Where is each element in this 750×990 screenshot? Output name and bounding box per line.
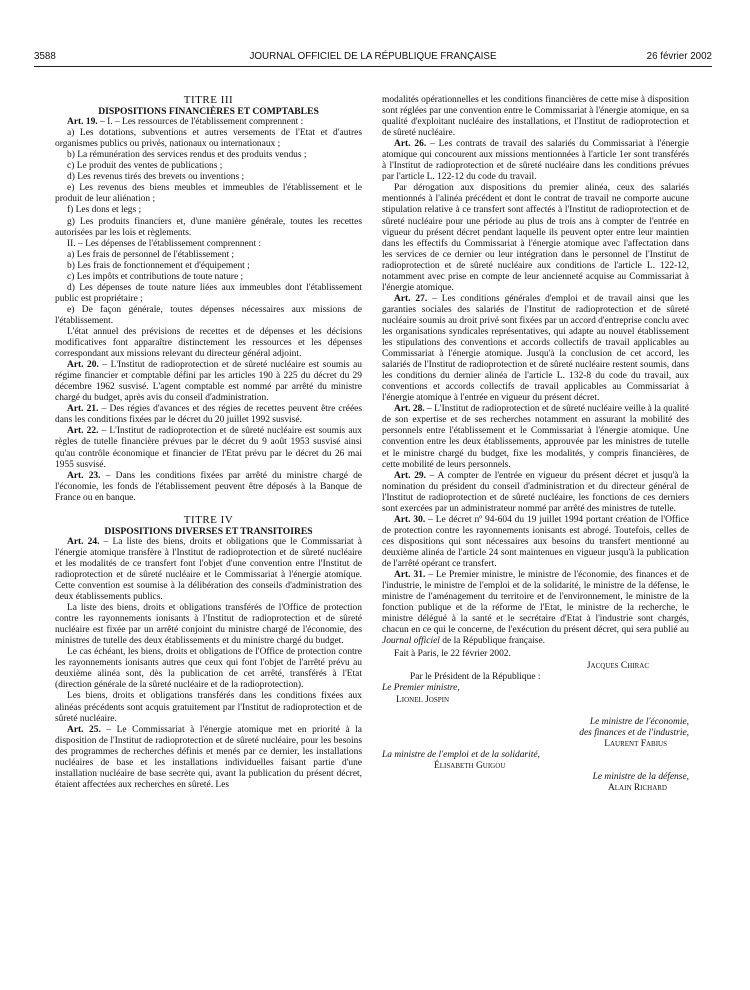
article-23: Art. 23. – Dans les conditions fixées par arrêté du ministre chargé de l'économie, les fonds de l'établissement peuvent être déposés à la Banque de France ou en banque.: [55, 470, 362, 503]
article-19-item-a: a) Les dotations, subventions et autres versements de l'Etat et d'autres organismes publics ou privés, nationaux ou internationaux ;: [55, 128, 362, 150]
article-25: Art. 25. – Le Commissariat à l'énergie atomique met en priorité à la disposition de l'Institut de radioprotection et de sûreté nucléaire, pour les besoins des programmes de recherches définis et menés par ce dernier, les installations nucléaires de base et les installations individuelles faisant partie d'une installation nucléaire de base secrète qui, avant la publication du présent décret, étaient affectées aux recherches en sûreté. Les: [55, 724, 362, 790]
publication-date: 26 février 2002: [646, 51, 712, 62]
page-number: 3588: [34, 51, 56, 62]
titre-3-heading: TITRE III: [183, 94, 234, 106]
article-31-label: Art. 31.: [394, 570, 426, 581]
journal-officiel-reference: Journal officiel: [382, 636, 440, 647]
ministre-economie-title-1: Le ministre de l'économie,: [589, 716, 689, 727]
article-19-etat: L'état annuel des prévisions de recettes et de dépenses et les décisions modificatives font apparaître distinctement les ressources et les dépenses correspondant aux missions relevant du directeur général adjoint.: [55, 326, 362, 360]
article-21: Art. 21. – Des régies d'avances et des régies de recettes peuvent être créées dans les conditions fixées par le décret du 20 juillet 1992 susvisé.: [55, 404, 362, 426]
signature-fabius: Laurent Fabius: [604, 738, 667, 749]
signature-guigou: Élisabeth Guigou: [434, 760, 506, 771]
article-19-item-b: b) La rémunération des services rendus et des produits vendus ;: [67, 150, 307, 161]
article-19-item-c: c) Le produit des ventes de publications ;: [67, 161, 223, 172]
header-rule: [34, 66, 712, 67]
article-30-label: Art. 30.: [394, 514, 426, 525]
ministre-emploi-title: La ministre de l'emploi et de la solidarité,: [382, 749, 540, 760]
article-19-ii-item-d: d) Les dépenses de toute nature liées aux immeubles dont l'établissement public est propriétaire ;: [55, 282, 362, 304]
article-25-label: Art. 25.: [67, 724, 101, 735]
article-19-ii-item-c: c) Les impôts et contributions de toute nature ;: [67, 271, 244, 282]
article-31: Art. 31. – Le Premier ministre, le ministre de l'économie, des finances et de l'industrie, le ministre de l'emploi et de la solidarité, le ministre de la défense, le ministre de l'aménagement du territoire et de l'environnement, le ministre de la fonction publique et de la réforme de l'Etat, le ministre de la recherche, le ministre délégué à la santé et le secrétaire d'Etat à l'industrie sont chargés, chacun en ce qui le concerne, de l'exécution du présent décret, qui sera publié au Journal officiel de la République française.: [382, 570, 689, 647]
article-24-label: Art. 24.: [67, 536, 100, 547]
titre-3-subheading: DISPOSITIONS FINANCIÈRES ET COMPTABLES: [98, 106, 319, 118]
fait-a-paris: Fait à Paris, le 22 février 2002.: [394, 649, 511, 660]
left-column: [55, 95, 362, 791]
signature-jospin: Lionel Jospin: [396, 694, 450, 705]
article-28: Art. 28. – L'Institut de radioprotection et de sûreté nucléaire veille à la qualité de son expertise et de ses recherches notamment en assurant la mobilité des personnels entre l'établissement et le Commissariat à l'énergie atomique. Une convention entre les deux établissements, approuvée par les ministres de tutelle et le ministre chargé du budget, fixe les modalités, y compris financières, de cette mobilité de leurs personnels.: [382, 404, 689, 470]
article-24-paragraph-2: La liste des biens, droits et obligations transférés de l'Office de protection contre les rayonnements ionisants à l'Institut de radioprotection et de sûreté nucléaire est fixée par un arrêté conjoint du ministre chargé de l'économie, des ministres de tutelle des deux établissements et du ministre chargé du budget.: [55, 603, 362, 647]
article-19-label: Art. 19.: [67, 117, 98, 128]
article-19-ii-item-b: b) Les frais de fonctionnement et d'équipement ;: [67, 260, 250, 271]
article-29: Art. 29. – A compter de l'entrée en vigueur du présent décret et jusqu'à la nomination du président du conseil d'administration et du directeur général de l'Institut de radioprotection et de sûreté nucléaire, les fonctions de ces derniers sont exercées par un administrateur nommé par arrêté des ministres de tutelle.: [382, 470, 689, 514]
article-19-ii-item-e: e) De façon générale, toutes dépenses nécessaires aux missions de l'établissement.: [55, 304, 362, 326]
article-22-label: Art. 22.: [67, 426, 99, 437]
article-19-ii-item-a: a) Les frais de personnel de l'établissement ;: [67, 249, 235, 260]
journal-title: JOURNAL OFFICIEL DE LA RÉPUBLIQUE FRANÇAISE: [249, 51, 497, 62]
article-28-label: Art. 28.: [394, 404, 425, 415]
premier-ministre-title: Le Premier ministre,: [382, 683, 460, 694]
article-29-label: Art. 29.: [394, 470, 426, 481]
article-25-continued: modalités opérationnelles et les conditions financières de cette mise à disposition sont réglées par une convention entre le Commissariat à l'énergie atomique, en sa qualité d'exploitant nucléaire des installations, et l'Institut de radioprotection et de sûreté nucléaire.: [382, 95, 689, 139]
article-26: Art. 26. – Les contrats de travail des salariés du Commissariat à l'énergie atomique qui concourent aux missions mentionnées à l'article 1er sont transférés à l'Institut de radioprotection et de sûreté nucléaire dans les conditions prévues par l'article L. 122-12 du code du travail.: [382, 139, 689, 183]
article-20: Art. 20. – L'Institut de radioprotection et de sûreté nucléaire est soumis au régime financier et comptable défini par les articles 190 à 225 du décret du 29 décembre 1962 susvisé. L'agent comptable est nommé par arrêté du ministre chargé du budget, après avis du conseil d'administration.: [55, 360, 362, 404]
article-19-section-ii: II. – Les dépenses de l'établissement comprennent :: [67, 238, 262, 249]
article-19-item-d: d) Les revenus tirés des brevets ou inventions ;: [67, 172, 245, 183]
article-26-label: Art. 26.: [394, 139, 427, 150]
signature-richard: Alain Richard: [607, 782, 667, 793]
article-19-item-e: e) Les revenus des biens meubles et immeubles de l'établissement et le produit de leur aliénation ;: [55, 183, 362, 205]
article-27-label: Art. 27.: [394, 293, 428, 304]
article-27: Art. 27. – Les conditions générales d'emploi et de travail ainsi que les garanties sociales des salariés de l'Institut de radioprotection et de sûreté nucléaire soumis au droit privé sont fixées par un accord d'entreprise conclu avec les organisations syndicales représentatives, qui adapte au nouvel établissement les stipulations des conventions et accords collectifs de travail applicables au Commissariat à l'énergie atomique. Jusqu'à la conclusion de cet accord, les salariés de l'Institut de radioprotection et de sûreté nucléaire restent soumis, dans les conditions du dernier alinéa de l'article L. 132-8 du code du travail, aux conventions et accords collectifs de travail applicables au Commissariat à l'énergie atomique à l'entrée en vigueur du présent décret.: [382, 293, 690, 404]
ministre-defense-title: Le ministre de la défense,: [592, 771, 689, 782]
titre-4-heading: TITRE IV: [183, 513, 234, 526]
article-24: Art. 24. – La liste des biens, droits et obligations que le Commissariat à l'énergie atomique transfère à l'Institut de radioprotection et de sûreté nucléaire et les modalités de ce transfert font l'objet d'une convention entre l'Institut de radioprotection et de sûreté nucléaire et le Commissariat à l'énergie atomique. Cette convention est soumise à la délibération des conseils d'administration des deux établissements publics.: [55, 536, 362, 603]
article-19-item-f: f) Les dons et legs ;: [67, 205, 142, 216]
page-header: [34, 49, 712, 67]
article-19-item-g: g) Les produits financiers et, d'une manière générale, toutes les recettes autorisées par les lois et règlements.: [55, 216, 362, 238]
article-24-paragraph-3: Le cas échéant, les biens, droits et obligations de l'Office de protection contre les rayonnements ionisants autres que ceux qui font l'objet de l'arrêté prévu au deuxième alinéa sont, dès la publication de cet arrêté, transférés à l'Etat (direction générale de la sûreté nucléaire et de la radioprotection).: [55, 647, 362, 691]
article-23-label: Art. 23.: [67, 470, 101, 481]
par-le-president: Par le Président de la République :: [410, 672, 541, 683]
article-24-paragraph-4: Les biens, droits et obligations transférés dans les conditions fixées aux alinéas précédents sont acquis gratuitement par l'Institut de radioprotection et de sûreté nucléaire.: [55, 691, 362, 724]
right-column: [382, 95, 689, 794]
ministre-economie-title-2: des finances et de l'industrie,: [579, 727, 689, 738]
titre-4-subheading: DISPOSITIONS DIVERSES ET TRANSITOIRES: [104, 525, 313, 537]
article-22: Art. 22. – L'Institut de radioprotection et de sûreté nucléaire est soumis aux règles de tutelle financière prévues par le décret du 9 août 1953 susvisé ainsi qu'au contrôle économique et financier de l'Etat prévu par le décret du 26 mai 1955 susvisé.: [55, 426, 362, 470]
article-19: Art. 19. – I. – Les ressources de l'établissement comprennent :: [67, 117, 304, 128]
article-20-label: Art. 20.: [67, 360, 99, 371]
article-30: Art. 30. – Le décret nº 94-604 du 19 juillet 1994 portant création de l'Office de protection contre les rayonnements ionisants est abrogé. Toutefois, celles de ces dispositions qui sont nécessaires aux besoins du transfert mentionné au deuxième alinéa de l'article 24 sont maintenues en vigueur jusqu'à la publication de l'arrêté opérant ce transfert.: [382, 514, 689, 569]
article-21-label: Art. 21.: [67, 404, 99, 415]
article-26-paragraph-2: Par dérogation aux dispositions du premier alinéa, ceux des salariés mentionnés à l'alinéa précédent et dont le contrat de travail ne comporte aucune stipulation relative à ce transfert sont affectés à l'Institut de radioprotection et de sûreté nucléaire pour une période au plus de trois ans à compter de l'entrée en vigueur du présent décret pendant laquelle ils peuvent opter entre leur maintien dans les effectifs du Commissariat à l'énergie atomique avec l'affectation dans les services de ce dernier ou leur intégration dans le personnel de l'Institut de radioprotection et de sûreté nucléaire aux conditions de l'article L. 122-12, notamment avec prise en compte de leur ancienneté acquise au Commissariat à l'énergie atomique.: [382, 183, 689, 293]
signature-chirac: Jacques Chirac: [586, 661, 649, 672]
